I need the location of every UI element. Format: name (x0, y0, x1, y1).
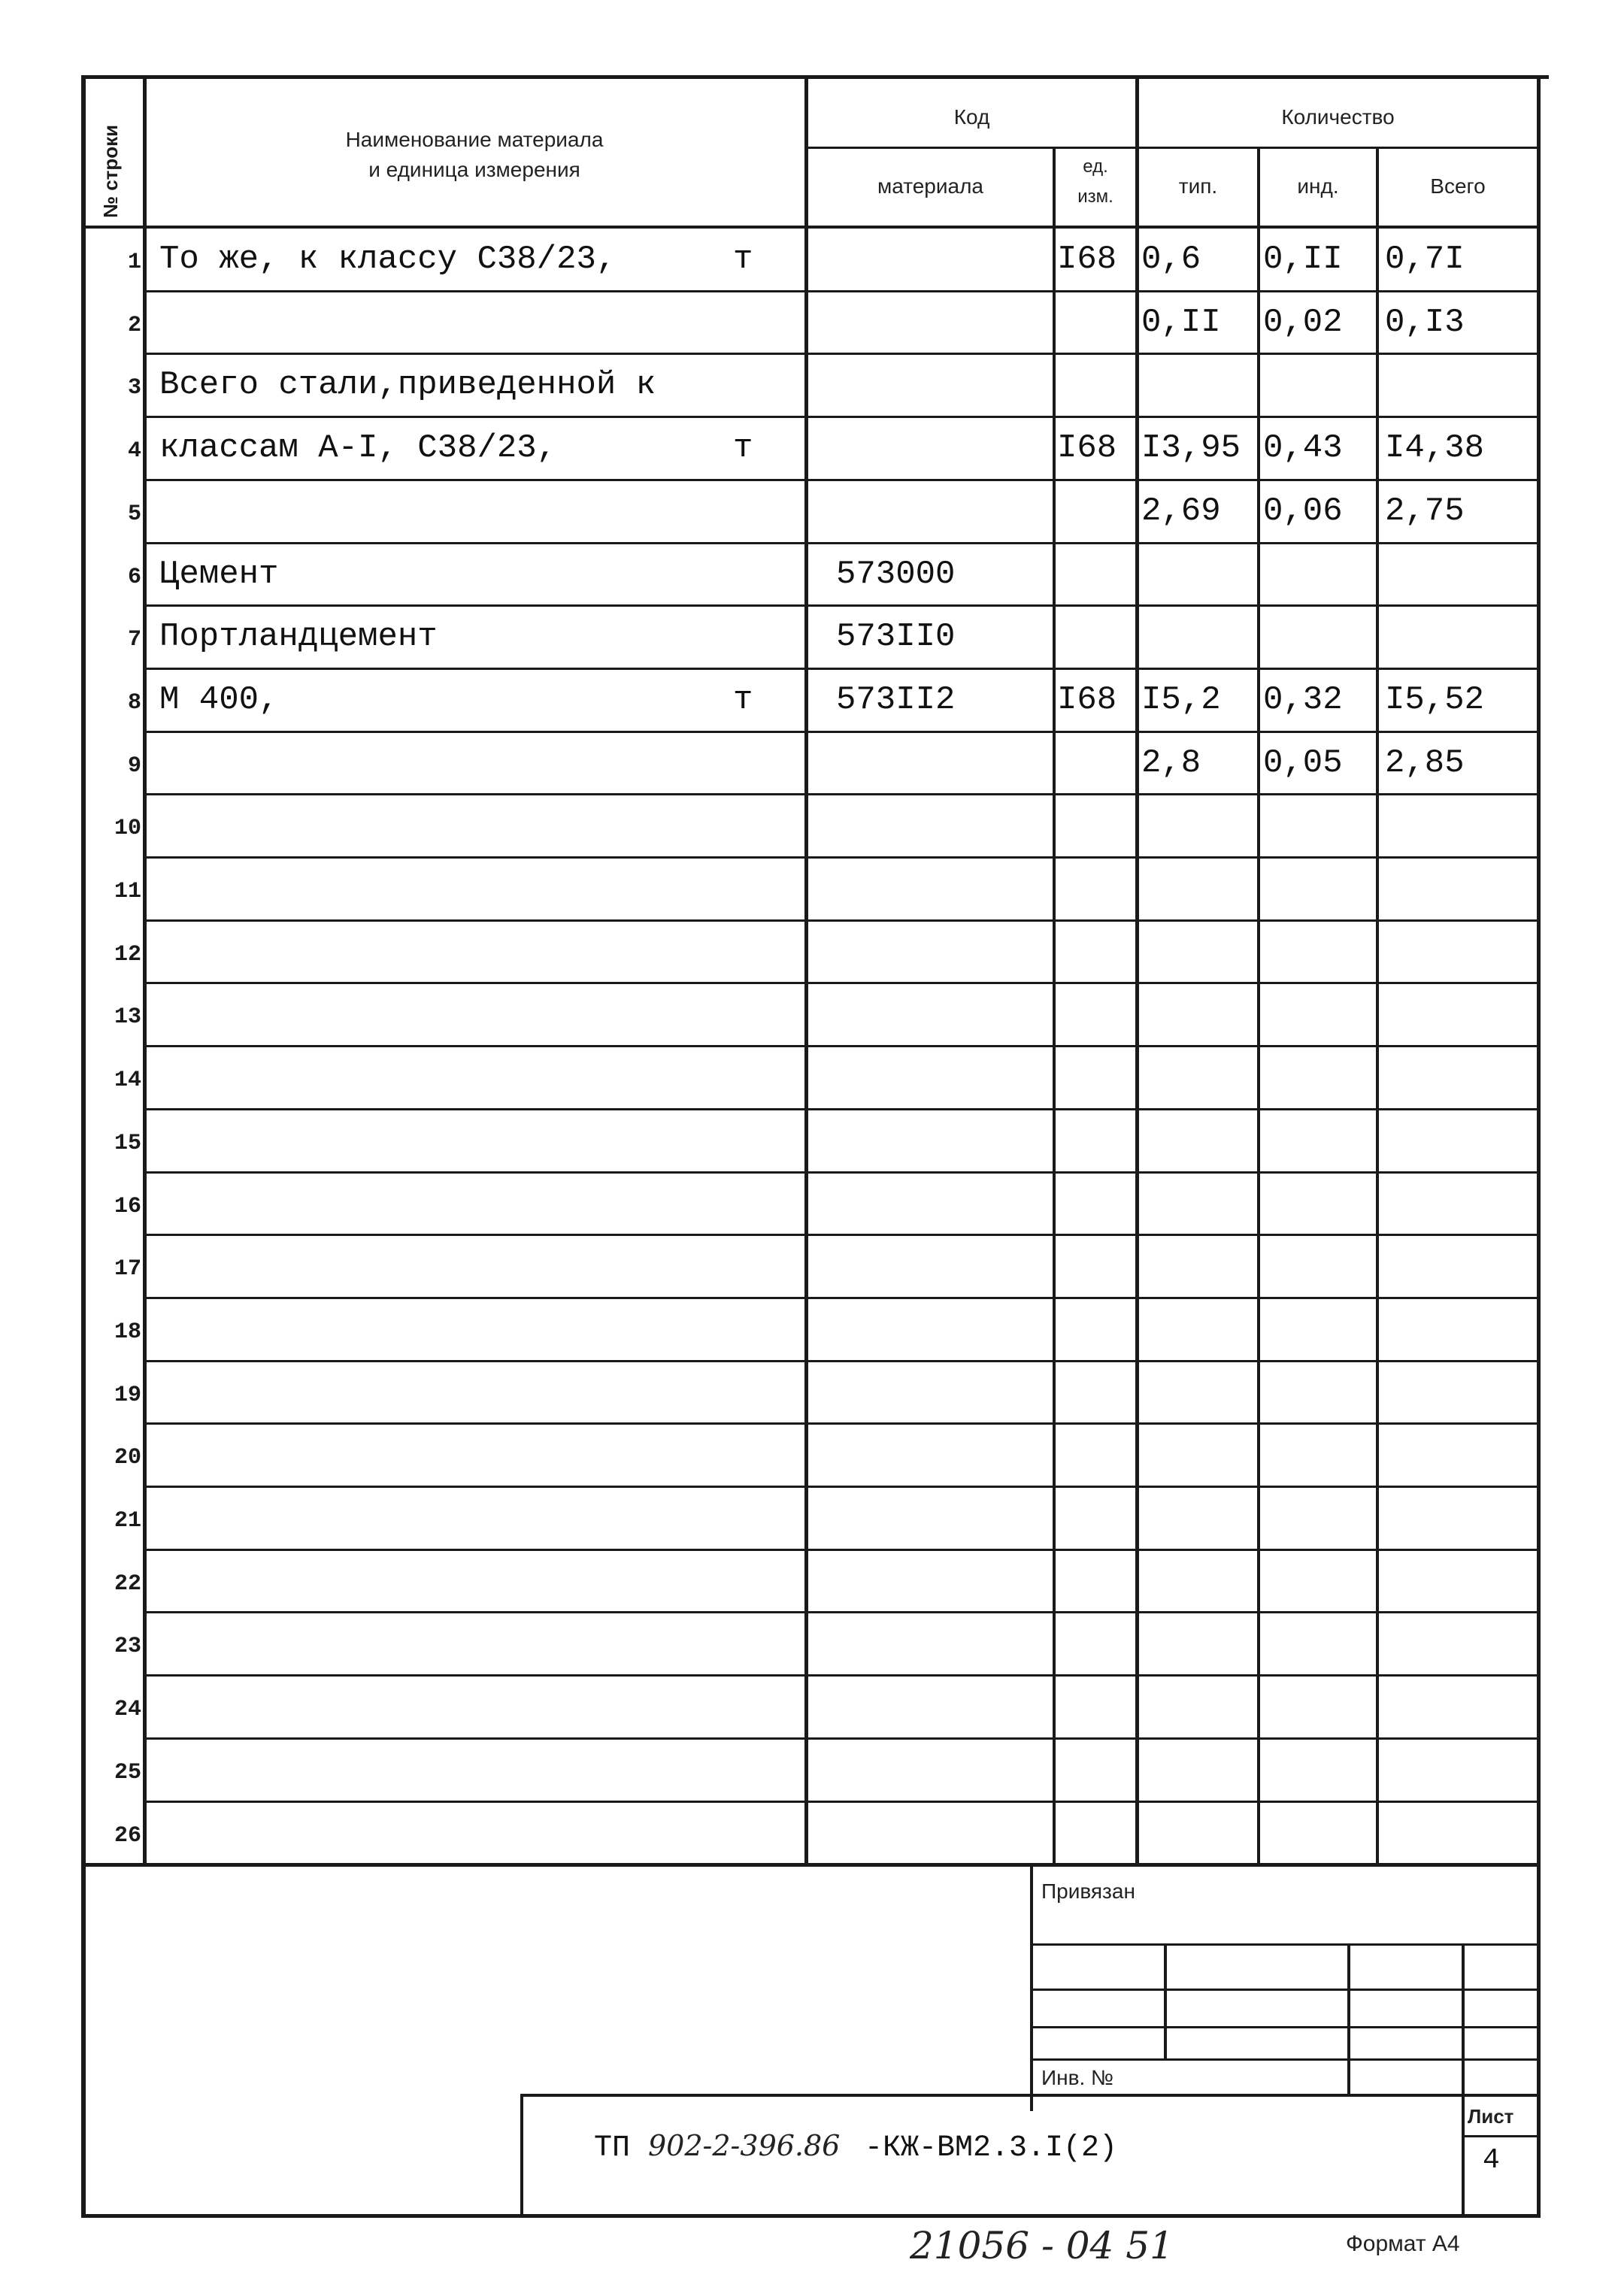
frame-bottom (81, 2214, 1541, 2218)
row-material: 573II0 (836, 618, 956, 656)
row-number: 11 (114, 879, 141, 904)
col-line-material (1053, 147, 1056, 1864)
header-col-unit-2: изм. (1077, 186, 1113, 207)
title-block-left (520, 2094, 523, 2214)
row-number: 20 (114, 1445, 141, 1471)
row-material: 573II2 (836, 680, 956, 719)
row-number: 19 (114, 1382, 141, 1408)
row-divider (143, 1297, 1537, 1299)
row-number: 1 (127, 250, 141, 275)
title-block-top (520, 2094, 1537, 2097)
row-divider (143, 982, 1537, 984)
row-total: I5,52 (1385, 680, 1485, 719)
row-divider (143, 793, 1537, 795)
footer-handwritten-number: 21056 - 04 51 (910, 2224, 1174, 2267)
sheet-box-left (1462, 2094, 1465, 2214)
row-divider (143, 479, 1537, 481)
row-unit-letter: т (733, 241, 753, 278)
stamp-line-1 (1030, 1943, 1537, 1946)
row-divider (143, 1737, 1537, 1740)
row-number: 23 (114, 1634, 141, 1660)
row-material: 573000 (836, 555, 956, 593)
row-number: 17 (114, 1256, 141, 1283)
header-bottom (81, 226, 1537, 229)
header-subline (804, 147, 1537, 149)
row-total: 2,85 (1385, 744, 1465, 782)
row-divider (143, 1611, 1537, 1613)
stamp-top (81, 1863, 1537, 1867)
row-number: 21 (114, 1508, 141, 1534)
stamp-grid-v3 (1462, 1943, 1465, 2094)
row-divider (143, 542, 1537, 544)
row-number: 26 (114, 1822, 141, 1849)
row-unit-letter: т (733, 680, 753, 719)
row-typ: I5,2 (1141, 680, 1221, 719)
row-unit-letter: т (733, 429, 753, 468)
row-number: 13 (114, 1004, 141, 1031)
row-divider (143, 416, 1537, 418)
row-number: 9 (127, 753, 141, 779)
col-line-rownum (143, 75, 147, 1864)
header-col-material: материала (877, 174, 983, 198)
stamp-inv-label: Инв. № (1041, 2066, 1114, 2089)
header-row-number: № строки (99, 124, 122, 218)
row-divider (143, 1234, 1537, 1236)
row-number: 4 (127, 438, 141, 465)
stamp-line-2 (1030, 1989, 1537, 1991)
row-total: 0,I3 (1385, 303, 1465, 341)
row-name: Портландцемент (159, 618, 438, 656)
sheet-label: Лист (1468, 2105, 1514, 2128)
stamp-grid-v2 (1347, 1943, 1350, 2094)
row-number: 22 (114, 1571, 141, 1597)
stamp-attached-label: Привязан (1041, 1880, 1135, 1903)
row-number: 15 (114, 1130, 141, 1156)
row-divider (143, 1045, 1537, 1047)
row-unit: I68 (1057, 680, 1117, 719)
row-number: 24 (114, 1697, 141, 1723)
row-name: Цемент (159, 555, 279, 593)
row-number: 5 (127, 501, 141, 527)
row-name: То же, к классу С38/23, (159, 241, 617, 278)
row-divider (143, 1360, 1537, 1362)
header-col-ind: инд. (1297, 174, 1339, 198)
sheet-box-mid (1462, 2135, 1537, 2137)
doc-code-prefix: ТП (594, 2131, 631, 2165)
frame-right (1537, 75, 1541, 2218)
row-number: 25 (114, 1759, 141, 1786)
header-name-line1: Наименование материала (345, 128, 604, 151)
row-typ: 0,6 (1141, 241, 1201, 278)
row-number: 10 (114, 816, 141, 842)
stamp-line-4 (1030, 2058, 1537, 2061)
row-number: 12 (114, 941, 141, 968)
row-number: 3 (127, 375, 141, 401)
sheet-number: 4 (1483, 2144, 1500, 2176)
row-total: I4,38 (1385, 429, 1485, 468)
row-name: классам А-I, С38/23, (159, 429, 557, 468)
row-typ: I3,95 (1141, 429, 1241, 468)
row-typ: 2,69 (1141, 492, 1221, 530)
col-line-unit (1135, 75, 1139, 1864)
stamp-attached-left (1030, 1863, 1033, 2111)
row-ind: 0,06 (1263, 492, 1343, 530)
row-typ: 0,II (1141, 303, 1221, 341)
row-unit: I68 (1057, 241, 1117, 278)
row-number: 6 (127, 564, 141, 590)
header-qty-group: Количество (1281, 105, 1395, 129)
row-divider (143, 1422, 1537, 1425)
col-line-name (804, 75, 808, 1864)
row-unit: I68 (1057, 429, 1117, 468)
row-number: 18 (114, 1319, 141, 1345)
doc-code-handwritten: 902-2-396.86 (648, 2129, 841, 2162)
row-divider (143, 1486, 1537, 1488)
row-number: 2 (127, 312, 141, 338)
row-divider (143, 604, 1537, 607)
frame-top (81, 75, 1549, 79)
row-divider (143, 1674, 1537, 1677)
row-total: 0,7I (1385, 241, 1465, 278)
header-name-line2: и единица измерения (368, 158, 580, 181)
row-divider (143, 1801, 1537, 1803)
row-divider (143, 919, 1537, 922)
row-divider (143, 290, 1537, 292)
row-divider (143, 353, 1537, 355)
row-divider (143, 731, 1537, 733)
row-ind: 0,02 (1263, 303, 1343, 341)
row-name: М 400, (159, 680, 279, 719)
row-ind: 0,II (1263, 241, 1343, 278)
row-typ: 2,8 (1141, 744, 1201, 782)
row-divider (143, 1171, 1537, 1174)
row-divider (143, 668, 1537, 670)
row-divider (143, 1549, 1537, 1551)
row-number: 16 (114, 1193, 141, 1219)
row-name: Всего стали,приведенной к (159, 366, 656, 404)
row-ind: 0,05 (1263, 744, 1343, 782)
col-line-typ (1257, 147, 1260, 1864)
header-col-total: Всего (1430, 174, 1486, 198)
doc-code-suffix: -КЖ-ВМ2.3.I(2) (865, 2131, 1118, 2165)
row-number: 7 (127, 627, 141, 653)
stamp-grid-v1 (1164, 1943, 1167, 2058)
row-divider (143, 856, 1537, 859)
row-ind: 0,43 (1263, 429, 1343, 468)
header-code-group: Код (953, 105, 990, 129)
header-col-typ: тип. (1178, 174, 1218, 198)
row-divider (143, 1108, 1537, 1110)
stamp-line-3 (1030, 2026, 1537, 2028)
row-number: 14 (114, 1068, 141, 1094)
row-total: 2,75 (1385, 492, 1465, 530)
row-ind: 0,32 (1263, 680, 1343, 719)
footer-format: Формат А4 (1346, 2231, 1460, 2256)
header-col-unit-1: ед. (1083, 156, 1108, 177)
row-number: 8 (127, 689, 141, 716)
col-line-ind (1376, 147, 1379, 1864)
